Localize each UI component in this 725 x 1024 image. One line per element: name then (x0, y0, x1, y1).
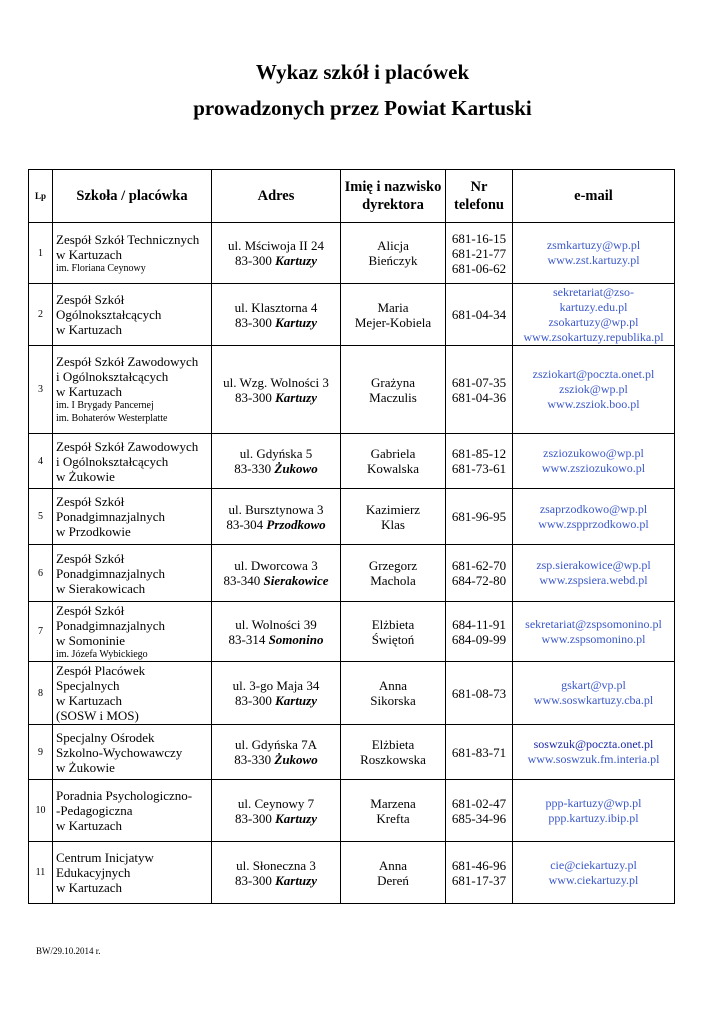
postal-code: 83-304 (226, 516, 264, 532)
phone-number: 681-08-73 (451, 685, 507, 701)
city: Kartuzy (275, 314, 317, 330)
director-name: Anna (378, 857, 408, 873)
street: ul. Wolności 39 (235, 616, 317, 632)
school-name-line: w Kartuzach (56, 693, 123, 708)
address-cell (212, 662, 341, 725)
phone-number: 684-72-80 (451, 573, 507, 588)
school-patron: im. Józefa Wybickiego (56, 648, 148, 660)
director-cell (341, 223, 446, 284)
school-name-line: w Somoninie (56, 632, 125, 648)
school-name-line: Zespół Szkół (56, 602, 125, 618)
phone-cell (446, 434, 513, 489)
director-name: Sikorska (370, 693, 416, 708)
email-link[interactable]: kartuzy.edu.pl (559, 299, 628, 314)
table-row (29, 842, 675, 904)
email-link[interactable]: zsmkartuzy@wp.pl (546, 238, 641, 252)
city: Żukowo (274, 752, 318, 767)
school-name-line: Ponadgimnazjalnych (56, 617, 166, 633)
phone-cell (446, 780, 513, 842)
school-name-line: i Ogólnokształcących (56, 369, 169, 384)
postal-code: 83-330 (234, 752, 272, 767)
address-cell (212, 545, 341, 602)
header-phone (446, 170, 513, 223)
email-link[interactable]: zsziokart@poczta.onet.pl (532, 367, 655, 381)
document-title: Wykaz szkół i placówek (255, 60, 470, 84)
row-number: 4 (29, 434, 53, 489)
director-name: Roszkowska (360, 752, 426, 767)
city: Kartuzy (275, 693, 317, 708)
school-name-line: Zespół Szkół (56, 550, 125, 566)
school-name-cell (53, 662, 212, 725)
postal-code: 83-340 (223, 573, 261, 588)
postal-city (215, 573, 337, 588)
row-number: 7 (29, 602, 53, 662)
city: Żukowo (274, 461, 318, 476)
phone-number: 681-06-62 (451, 260, 507, 276)
phone-cell (446, 662, 513, 725)
school-name-line: w Kartuzach (56, 322, 123, 337)
row-number: 3 (29, 346, 53, 434)
city: Kartuzy (275, 253, 317, 268)
street: ul. Dworcowa 3 (234, 558, 318, 573)
director-name: Machola (370, 573, 416, 588)
phone-number: 681-46-96 (451, 857, 507, 873)
director-name: Elżbieta (371, 616, 415, 632)
phone-cell (446, 545, 513, 602)
address-cell (212, 842, 341, 904)
school-patron: im. Floriana Ceynowy (56, 262, 146, 274)
school-name-line: Ponadgimnazjalnych (56, 565, 166, 581)
school-name-line: w Kartuzach (56, 246, 123, 262)
school-name-cell (53, 284, 212, 346)
phone-number: 684-11-91 (452, 616, 506, 632)
school-name-line: w Żukowie (56, 468, 115, 484)
school-name-line: w Sierakowicach (56, 580, 146, 596)
city: Kartuzy (275, 872, 317, 888)
director-cell (341, 346, 446, 434)
table-row (29, 602, 675, 662)
director-cell (341, 489, 446, 545)
email-link[interactable]: www.soswkartuzy.cba.pl (533, 693, 654, 707)
email-link[interactable]: zsokartuzy@wp.pl (548, 314, 639, 329)
email-link[interactable]: www.zspprzodkowo.pl (538, 516, 649, 531)
street: ul. Wzg. Wolności 3 (223, 374, 329, 390)
director-name: Gabriela (370, 446, 416, 461)
email-link[interactable]: www.zsziok.boo.pl (547, 397, 640, 411)
postal-city (215, 517, 337, 532)
schools-table (28, 169, 675, 904)
director-cell (341, 545, 446, 602)
director-cell (341, 725, 446, 780)
email-link[interactable]: zsaprzodkowo@wp.pl (539, 501, 648, 516)
school-name-line: Zespół Szkół (56, 292, 125, 307)
header-address: Adres (212, 170, 341, 223)
school-name-line: Zespół Szkół (56, 494, 125, 509)
postal-city (215, 811, 337, 826)
email-link[interactable]: zsp.sierakowice@wp.pl (536, 558, 651, 572)
email-cell (513, 284, 675, 346)
director-name: Elżbieta (371, 737, 415, 752)
school-name-line: w Kartuzach (56, 384, 123, 399)
director-name: Mejer-Kobiela (354, 314, 432, 330)
footer-note: BW/29.10.2014 r. (36, 946, 101, 956)
header-email: e-mail (513, 170, 675, 223)
school-name-line: Centrum Inicjatyw (56, 850, 154, 865)
director-cell (341, 662, 446, 725)
school-name-cell (53, 780, 212, 842)
row-number: 5 (29, 489, 53, 545)
school-name-cell (53, 842, 212, 904)
email-link[interactable]: www.zst.kartuzy.pl (547, 253, 640, 267)
table-row (29, 780, 675, 842)
school-name-line: Ponadgimnazjalnych (56, 509, 166, 524)
school-name-cell (53, 434, 212, 489)
row-number: 11 (29, 842, 53, 904)
postal-city (215, 253, 337, 268)
city: Somonino (268, 631, 324, 647)
postal-code: 83-300 (235, 693, 272, 708)
school-name-line: Zespół Szkół Technicznych (56, 231, 200, 247)
street: ul. Gdyńska 5 (239, 446, 313, 461)
email-link[interactable]: www.zsziozukowo.pl (541, 461, 646, 475)
school-name-cell (53, 725, 212, 780)
phone-number: 681-96-95 (451, 509, 507, 524)
email-cell (513, 780, 675, 842)
postal-code: 83-314 (228, 631, 266, 647)
postal-city (215, 390, 337, 405)
postal-city (215, 461, 337, 476)
address-cell (212, 780, 341, 842)
director-name: Grażyna (370, 374, 416, 390)
city: Kartuzy (275, 389, 317, 405)
school-name-line: -Pedagogiczna (56, 803, 133, 818)
school-name-line: (SOSW i MOS) (56, 708, 139, 723)
city: Sierakowice (263, 573, 329, 588)
phone-number: 681-73-61 (451, 461, 507, 476)
email-link[interactable]: www.ciekartuzy.pl (548, 872, 639, 887)
phone-cell (446, 284, 513, 346)
header-phone-line2: telefonu (454, 197, 504, 213)
email-cell (513, 223, 675, 284)
table-row (29, 223, 675, 284)
school-name-line: Szkolno-Wychowawczy (56, 744, 183, 760)
table-row (29, 662, 675, 725)
postal-city (215, 315, 337, 330)
street: ul. Gdyńska 7A (235, 737, 317, 752)
phone-number: 681-04-36 (451, 389, 507, 405)
school-name-cell (53, 602, 212, 662)
row-number: 6 (29, 545, 53, 602)
school-name-line: w Kartuzach (56, 880, 123, 895)
school-name-cell (53, 223, 212, 284)
director-cell (341, 602, 446, 662)
postal-code: 83-300 (235, 253, 272, 268)
header-director (341, 170, 446, 223)
email-cell (513, 842, 675, 904)
phone-cell (446, 489, 513, 545)
postal-code: 83-330 (234, 461, 272, 476)
email-link[interactable]: ppp-kartuzy@wp.pl (545, 795, 642, 810)
table-row (29, 725, 675, 780)
header-director-line2: dyrektora (362, 197, 424, 213)
school-name-line: Zespół Szkół Zawodowych (56, 438, 199, 454)
address-cell (212, 223, 341, 284)
director-name: Dereń (377, 872, 409, 888)
phone-number: 681-62-70 (451, 558, 507, 573)
email-cell (513, 602, 675, 662)
school-name-cell (53, 346, 212, 434)
table-header-row (29, 170, 675, 223)
email-cell (513, 346, 675, 434)
school-patron: im. Bohaterów Westerplatte (56, 413, 168, 424)
email-cell (513, 489, 675, 545)
director-name: Kazimierz (365, 501, 421, 517)
email-link[interactable]: gskart@vp.pl (561, 678, 626, 692)
email-cell (513, 434, 675, 489)
email-link[interactable]: zsziok@wp.pl (559, 382, 628, 396)
document-subtitle: prowadzonych przez Powiat Kartuski (193, 96, 532, 120)
director-name: Krefta (376, 810, 410, 826)
table-row (29, 284, 675, 346)
phone-number: 681-83-71 (451, 744, 507, 760)
school-name-line: Poradnia Psychologiczno- (56, 788, 193, 803)
table-row (29, 489, 675, 545)
phone-number: 681-16-15 (451, 230, 507, 246)
phone-number: 681-85-12 (451, 446, 507, 461)
email-link[interactable]: ppp.kartuzy.ibip.pl (548, 810, 639, 825)
email-link[interactable]: sekretariat@zspsomonino.pl (525, 616, 662, 631)
director-name: Marzena (370, 795, 416, 811)
header-school: Szkoła / placówka (53, 170, 212, 223)
table-row (29, 434, 675, 489)
director-name: Anna (378, 678, 408, 693)
postal-city (215, 873, 337, 888)
phone-number: 681-04-34 (451, 307, 507, 322)
address-cell (212, 284, 341, 346)
director-name: Grzegorz (368, 558, 418, 573)
email-link[interactable]: cie@ciekartuzy.pl (550, 857, 637, 872)
address-cell (212, 489, 341, 545)
header-lp: Lp (29, 170, 53, 223)
row-number: 10 (29, 780, 53, 842)
email-link[interactable]: www.zspsomonino.pl (541, 631, 646, 646)
school-name-line: Edukacyjnych (56, 865, 131, 880)
row-number: 1 (29, 223, 53, 284)
table-row (29, 346, 675, 434)
email-cell (513, 545, 675, 602)
director-name: Klas (381, 516, 405, 532)
director-cell (341, 284, 446, 346)
header-phone-line1: Nr (470, 179, 488, 195)
address-cell (212, 434, 341, 489)
postal-city (215, 693, 337, 708)
phone-cell (446, 725, 513, 780)
phone-number: 681-02-47 (451, 795, 507, 811)
email-link[interactable]: sekretariat@zso- (552, 284, 634, 299)
postal-code: 83-300 (235, 872, 272, 888)
street: ul. Klasztorna 4 (234, 299, 318, 315)
school-name-line: Ogólnokształcących (56, 307, 162, 322)
phone-cell (446, 842, 513, 904)
phone-cell (446, 602, 513, 662)
address-cell (212, 602, 341, 662)
address-cell (212, 346, 341, 434)
row-number: 2 (29, 284, 53, 346)
director-name: Kowalska (367, 461, 419, 476)
school-name-line: w Żukowie (56, 759, 115, 775)
school-name-cell (53, 545, 212, 602)
phone-cell (446, 346, 513, 434)
city: Kartuzy (275, 810, 317, 826)
phone-number: 684-09-99 (451, 631, 507, 647)
email-link[interactable]: www.zsokartuzy.republika.pl (523, 329, 664, 344)
email-link[interactable]: soswzuk@poczta.onet.pl (533, 737, 654, 751)
school-name-cell (53, 489, 212, 545)
school-name-line: Zespół Placówek (56, 663, 146, 678)
postal-code: 83-300 (235, 314, 272, 330)
header-director-line1: Imię i nazwisko (344, 179, 442, 195)
phone-number: 681-17-37 (451, 872, 507, 888)
phone-number: 685-34-96 (451, 810, 507, 826)
phone-cell (446, 223, 513, 284)
director-name: Maria (377, 299, 409, 315)
postal-code: 83-300 (235, 389, 272, 405)
email-link[interactable]: www.soswzuk.fm.interia.pl (527, 752, 660, 766)
email-link[interactable]: zsziozukowo@wp.pl (543, 446, 644, 460)
postal-code: 83-300 (235, 810, 272, 826)
director-cell (341, 434, 446, 489)
email-cell (513, 725, 675, 780)
phone-number: 681-21-77 (451, 245, 507, 261)
street: ul. Ceynowy 7 (237, 795, 315, 811)
postal-city (215, 752, 337, 767)
address-cell (212, 725, 341, 780)
school-name-line: Specjalny Ośrodek (56, 729, 155, 745)
director-name: Bieńczyk (368, 253, 418, 268)
street: ul. Słoneczna 3 (236, 857, 316, 873)
school-name-line: i Ogólnokształcących (56, 453, 169, 469)
director-cell (341, 780, 446, 842)
email-link[interactable]: www.zspsiera.webd.pl (539, 573, 648, 587)
school-patron: im. I Brygady Pancernej (56, 400, 154, 411)
street: ul. 3-go Maja 34 (232, 678, 320, 693)
phone-number: 681-07-35 (451, 374, 507, 390)
school-name-line: w Przodkowie (56, 524, 131, 539)
school-name-line: Specjalnych (56, 678, 120, 693)
row-number: 8 (29, 662, 53, 725)
director-name: Alicja (377, 238, 409, 253)
row-number: 9 (29, 725, 53, 780)
email-cell (513, 662, 675, 725)
table-row (29, 545, 675, 602)
street: ul. Bursztynowa 3 (228, 501, 324, 517)
postal-city (215, 632, 337, 647)
director-cell (341, 842, 446, 904)
street: ul. Mściwoja II 24 (227, 238, 325, 253)
director-name: Świętoń (371, 631, 415, 647)
school-name-line: Zespół Szkół Zawodowych (56, 354, 199, 369)
city: Przodkowo (266, 516, 326, 532)
school-name-line: w Kartuzach (56, 818, 123, 833)
director-name: Maczulis (369, 389, 417, 405)
